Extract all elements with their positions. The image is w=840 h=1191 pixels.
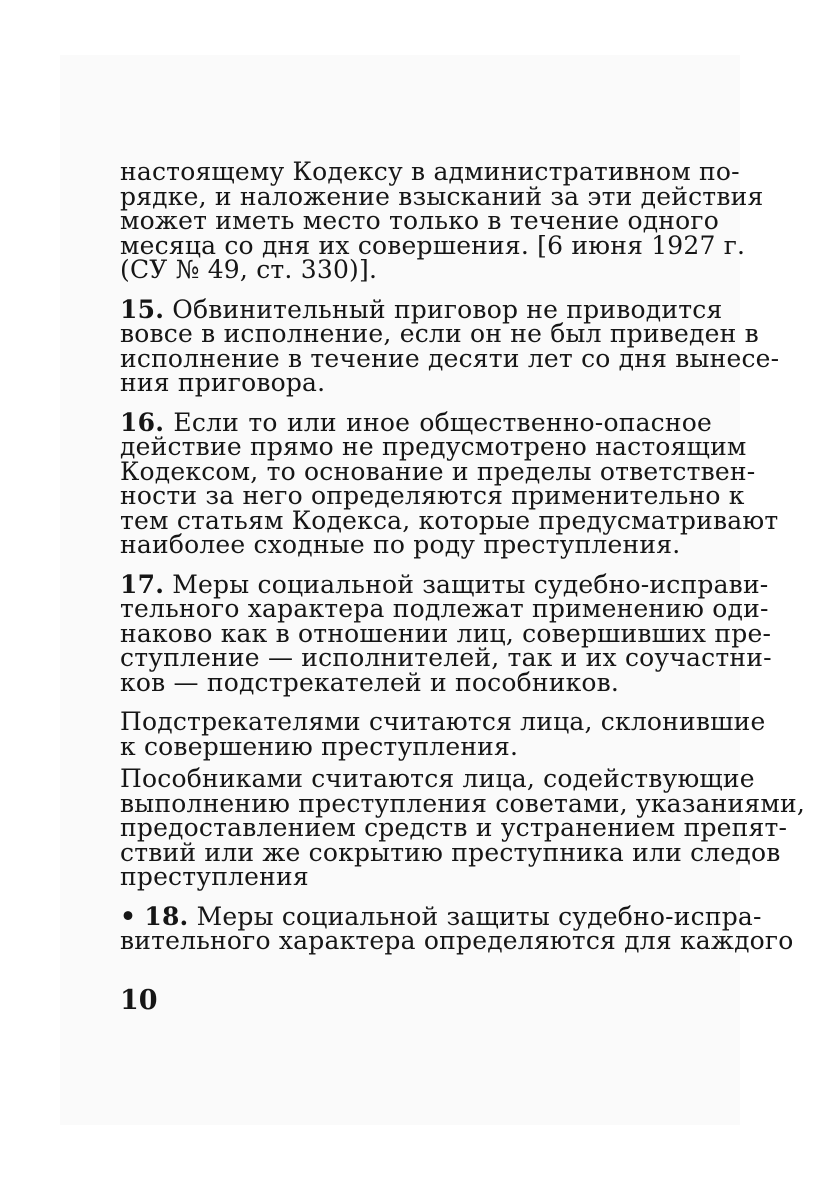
article-number: 15. — [120, 294, 165, 324]
text-line: (СУ № 49, ст. 330)]. — [120, 255, 378, 284]
article-17 — [120, 569, 772, 697]
text-line: выполнению преступления советами, указаниями, — [120, 788, 806, 818]
text-line: Подстрекателями считаются лица, склонившие — [120, 707, 766, 736]
text-line: 15. Обвинительный приговор не приводится — [120, 294, 723, 324]
text-line: 17. Меры социальной защиты судебно-исправи- — [120, 569, 769, 599]
article-15 — [120, 294, 780, 397]
article-17-instigators — [120, 707, 766, 761]
text-line: Пособниками считаются лица, содействующие — [120, 764, 755, 793]
text-line: наково как в отношении лиц, совершивших пре- — [120, 618, 772, 648]
paragraph-14-continuation — [120, 157, 764, 284]
article-number: 17. — [120, 569, 165, 599]
text-line: вовсе в исполнение, если он не был приведен в — [120, 319, 759, 348]
change-marker: • — [120, 901, 137, 931]
text-line: ствий или же сокрытию преступника или следов — [120, 837, 781, 867]
text-line: предоставлением средств и устранением препят- — [120, 813, 788, 842]
text-line: тем статьям Кодекса, которые предусматривают — [120, 505, 779, 535]
page-number: 10 — [120, 985, 158, 1016]
article-16 — [120, 407, 779, 559]
text-line: может иметь место только в течение одного — [120, 206, 719, 235]
text-line: вительного характера определяются для каждого — [120, 926, 794, 955]
text-line: рядке, и наложение взысканий за эти действия — [120, 181, 764, 211]
text-line: тельного характера подлежат применению оди- — [120, 594, 769, 623]
text-line: исполнение в течение десяти лет со дня вынесе- — [120, 343, 780, 373]
article-17-accomplices — [120, 764, 806, 891]
text-line: • 18. Меры социальной защиты судебно-испра- — [120, 901, 762, 931]
text-line: месяца со дня их совершения. [6 июня 1927 г. — [120, 230, 746, 260]
text-line: ности за него определяются применительно к — [120, 481, 745, 510]
text-line: к совершению преступления. — [120, 731, 519, 761]
text-line: 16. Если то или иное общественно-опасное — [120, 407, 712, 437]
text-line: настоящему Кодексу в административном по- — [120, 157, 740, 186]
text-line: преступления — [120, 862, 309, 891]
text-line: ков — подстрекателей и пособников. — [120, 667, 620, 697]
text-line: Кодексом, то основание и пределы ответствен- — [120, 456, 756, 486]
article-18 — [120, 901, 794, 955]
article-number: 16. — [120, 407, 165, 437]
text-line: ступление — исполнителей, так и их соучастни- — [120, 643, 772, 672]
article-text — [120, 157, 806, 955]
text-line: наиболее сходные по роду преступления. — [120, 530, 681, 559]
text-line: действие прямо не предусмотрено настоящим — [120, 432, 747, 461]
text-line: ния приговора. — [120, 368, 326, 397]
article-number: 18. — [144, 901, 189, 931]
